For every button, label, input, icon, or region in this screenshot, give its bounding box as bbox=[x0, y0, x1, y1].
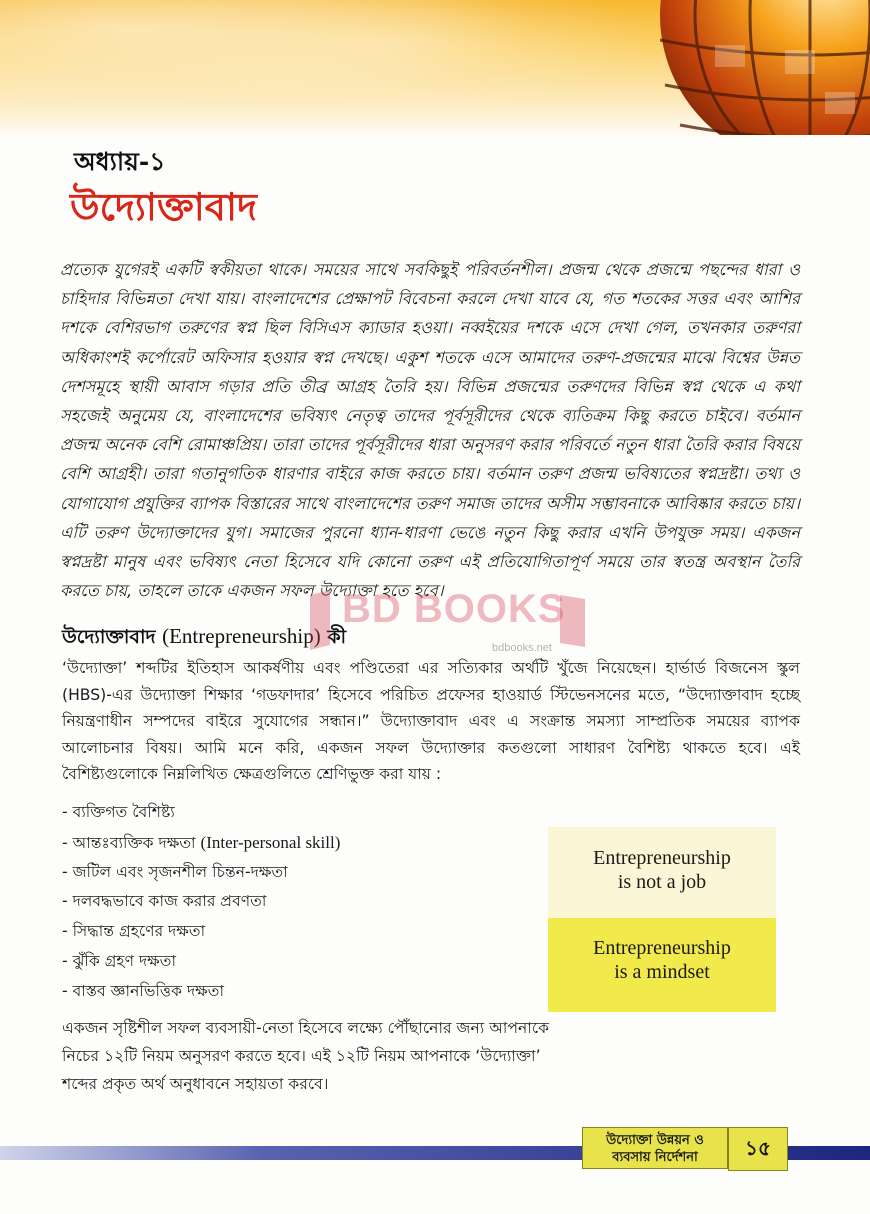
callout-line: is a mindset bbox=[614, 961, 710, 983]
chapter-label: অধ্যায়-১ bbox=[74, 147, 166, 176]
globe-illustration bbox=[660, 0, 870, 135]
intro-paragraph: প্রত্যেক যুগেরই একটি স্বকীয়তা থাকে। সময়ের সাথে সবকিছুই পরিবর্তনশীল। প্রজন্ম থেকে প্রজন্মে পছন্দের ধারা ও চাহিদার বিভিন্নতা দেখা যায়। বাংলাদেশের প্রেক্ষাপট বিবেচনা করলে দেখা যাবে যে, গত শতকের সত্তর এবং আশির দশকে বেশিরভাগ তরুণের স্বপ্ন ছিল বিসিএস ক্যাডার হওয়া। নব্বইয়ের দশকে এসে দেখা গেল, তখনকার তরুণরা অধিকাংশই কর্পোরেট অফিসার হওয়ার স্বপ্ন দেখছে। একুশ শতকে এসে আমাদের তরুণ-প্রজন্মের মাঝে বিশ্বের উন্নত দেশসমূহে স্থায়ী আবাস গড়ার প্রতি তীব্র আগ্রহ তৈরি হয়। বিভিন্ন প্রজন্মের তরুণদের বিভিন্ন স্বপ্ন থেকে এ কথা সহজেই অনুমেয় যে, বাংলাদেশের ভবিষ্যৎ নেতৃত্ব তাদের পূর্বসূরীদের থেকে ব্যতিক্রম কিছু করতে চাইবে। বর্তমান প্রজন্ম অনেক বেশি রোমাঞ্চপ্রিয়। তারা তাদের পূর্বসূরীদের ধারা অনুসরণ করার পরিবর্তে নতুন ধারা তৈরি করার বিষয়ে বেশি আগ্রহী। তারা গতানুগতিক ধারণার বাইরে কাজ করতে চায়। বর্তমান তরুণ প্রজন্ম ভবিষ্যতের স্বপ্নদ্রষ্টা। তথ্য ও যোগাযোগ প্রযুক্তির ব্যাপক বিস্তারের সাথে বাংলাদেশের তরুণ সমাজ তাদের অসীম সম্ভাবনাকে আবিষ্কার করতে চায়। এটি তরুণ উদ্যোক্তাদের যুগ। সমাজের পুরনো ধ্যান-ধারণা ভেঙে নতুন কিছু করার এখনি উপযুক্ত সময়। একজন স্বপ্নদ্রষ্টা মানুষ এবং ভবিষ্যৎ নেতা হিসেবে যদি কোনো তরুণ এই প্রতিযোগিতাপূর্ণ সময়ে তার স্বতন্ত্র অবস্থান তৈরি করতে চায়, তাহলে তাকে একজন সফল উদ্যোক্তা হতে হবে। bbox=[60, 260, 800, 601]
trait-label: - সিদ্ধান্ত গ্রহণের দক্ষতা bbox=[62, 922, 206, 941]
callout-line: is not a job bbox=[617, 871, 707, 893]
list-item bbox=[62, 977, 340, 1007]
section-heading bbox=[62, 623, 346, 655]
section-heading-suffix: কী bbox=[327, 626, 347, 648]
watermark-url: bdbooks.net bbox=[492, 642, 552, 654]
trait-label: - দলবদ্ধভাবে কাজ করার প্রবণতা bbox=[62, 892, 267, 911]
list-item bbox=[62, 887, 340, 917]
page-number: ১৫ bbox=[728, 1127, 788, 1171]
callout-not-a-job bbox=[548, 827, 776, 918]
footer-title-line: ব্যবসায় নির্দেশনা bbox=[612, 1150, 698, 1165]
watermark-text: BD BOOKS bbox=[342, 587, 566, 631]
trait-label: - ঝুঁকি গ্রহণ দক্ষতা bbox=[62, 951, 177, 970]
callout-mindset bbox=[548, 918, 776, 1012]
closing-paragraph: একজন সৃষ্টিশীল সফল ব্যবসায়ী-নেতা হিসেবে লক্ষ্যে পৌঁছানোর জন্য আপনাকে নিচের ১২টি নিয়ম অনুসরণ করতে হবে। এই ১২টি নিয়ম আপনাকে ‘উদ্যোক্তা’ শব্দের প্রকৃত অর্থ অনুধাবনে সহায়তা করবে। bbox=[62, 1019, 550, 1093]
chapter-title: উদ্যোক্তাবাদ bbox=[70, 184, 257, 229]
trait-label: - ব্যক্তিগত বৈশিষ্ট্য bbox=[62, 803, 175, 821]
trait-label-en: (Inter-personal skill) bbox=[200, 832, 341, 852]
list-item bbox=[62, 858, 340, 888]
callout-line: Entrepreneurship bbox=[593, 847, 731, 869]
trait-label: - জটিল এবং সৃজনশীল চিন্তন-দক্ষতা bbox=[62, 862, 288, 881]
definition-paragraph: ‘উদ্যোক্তা’ শব্দটির ইতিহাস আকর্ষণীয় এবং পণ্ডিতেরা এর সত্যিকার অর্থটি খুঁজে নিয়েছেন। হার্ভার্ড বিজনেস স্কুল (HBS)-এর উদ্যোক্তা শিক্ষার ‘গডফাদার’ হিসেবে পরিচিত প্রফেসর হাওয়ার্ড স্টিভেনসনের মতে, “উদ্যোক্তাবাদ হচ্ছে নিয়ন্ত্রণাধীন সম্পদের বাইরে সুযোগের সন্ধান।” উদ্যোক্তাবাদ এবং এ সংক্রান্ত সমস্যা সাম্প্রতিক সময়ের ব্যাপক আলোচনার বিষয়। আমি মনে করি, একজন সফল উদ্যোক্তার কতগুলো সাধারণ বৈশিষ্ট্য থাকতে হবে। এই বৈশিষ্ট্যগুলোকে নিম্নলিখিত ক্ষেত্রগুলিতে শ্রেণিভুক্ত করা যায় : bbox=[62, 659, 800, 784]
footer-title-line: উদ্যোক্তা উন্নয়ন ও bbox=[606, 1133, 704, 1148]
section-heading-bn: উদ্যোক্তাবাদ bbox=[62, 626, 156, 648]
list-item bbox=[62, 798, 340, 828]
list-item bbox=[62, 917, 340, 947]
trait-label: - আন্তঃব্যক্তিক দক্ষতা bbox=[62, 833, 196, 852]
list-item bbox=[62, 828, 340, 858]
footer-book-title bbox=[582, 1127, 728, 1169]
list-item bbox=[62, 947, 340, 977]
callout-line: Entrepreneurship bbox=[593, 937, 731, 959]
section-heading-en: (Entrepreneurship) bbox=[162, 624, 321, 648]
traits-list bbox=[62, 798, 340, 1007]
trait-label: - বাস্তব জ্ঞানভিত্তিক দক্ষতা bbox=[62, 981, 224, 1000]
